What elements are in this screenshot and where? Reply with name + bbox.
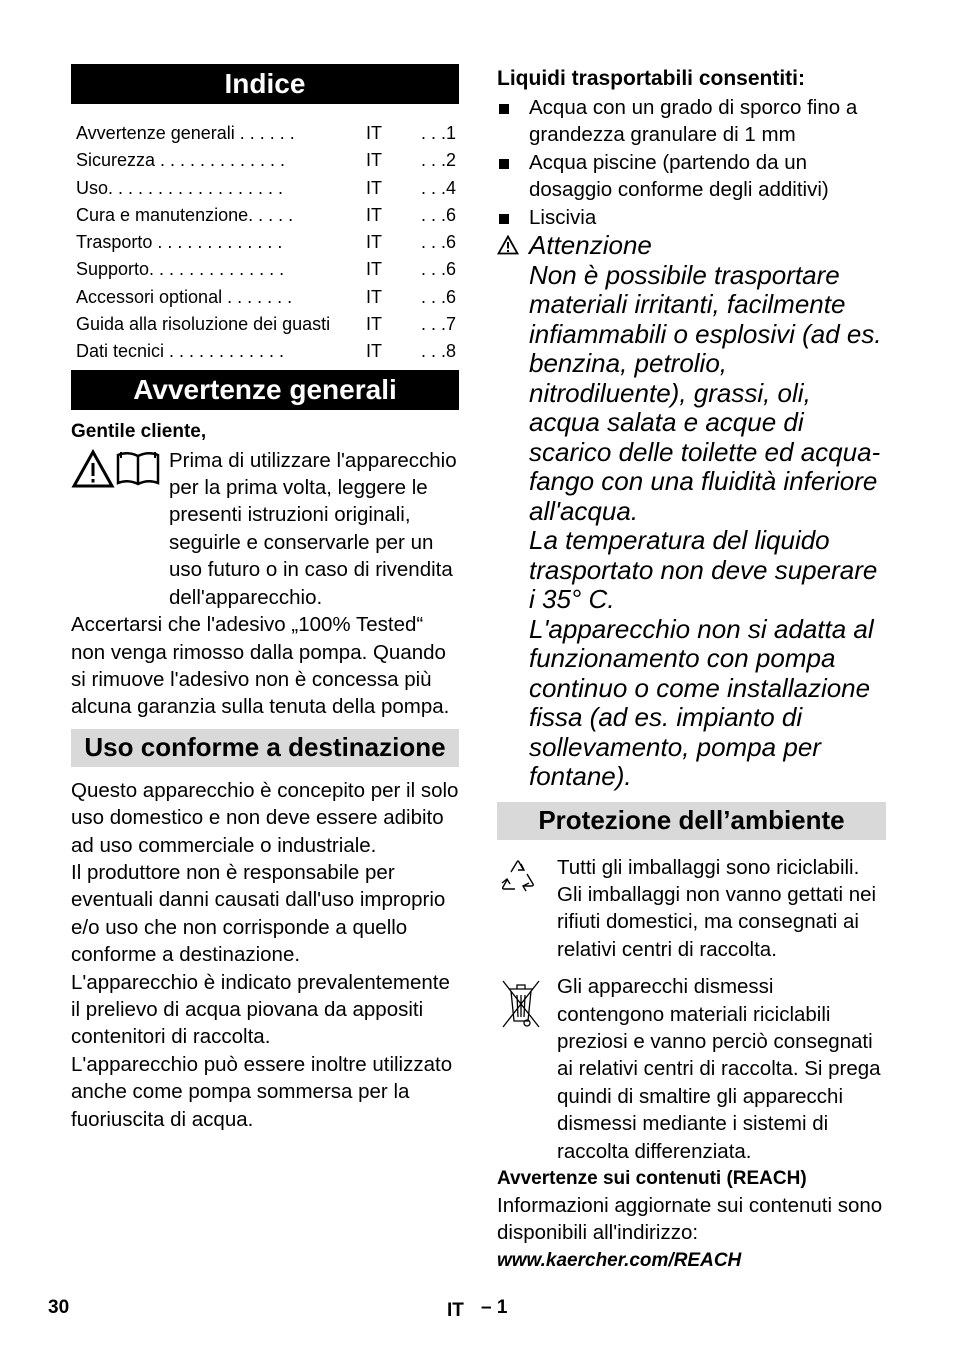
toc-entry-lang: IT [366, 123, 382, 143]
left-column [71, 64, 459, 1133]
notice-text-body: Prima di utilizzare l'apparecchio per la prima volta, leggere le presenti istruzioni originali, seguirle e conservarle per un uso futuro o in caso di rivendita dell'apparecchio. [169, 448, 457, 609]
footer-lang: IT [447, 1300, 464, 1321]
intended-use-text [71, 777, 459, 1133]
toc-entry[interactable] [71, 311, 459, 338]
toc-entry-title: Uso. . . . . . . . . . . . . . . . . . [76, 177, 284, 198]
toc-entry[interactable] [71, 175, 459, 202]
intended-use-p3: L'apparecchio è indicato prevalentemente il prelievo di acqua piovana da appositi contenitori di raccolta. [71, 970, 450, 1049]
reach-heading: Avvertenze sui contenuti (REACH) [497, 1168, 807, 1189]
notice-text [169, 447, 459, 611]
toc-entry-lang: IT [366, 259, 382, 280]
attention-p3: L'apparecchio non si adatta al funzionamento con pompa continuo o come installazione fissa (ad es. impianto di sollevamento, pompa per fontane). [529, 613, 874, 792]
liquids-list [497, 94, 886, 231]
toc-entry-lang: IT [366, 286, 382, 307]
toc-entry-title: Trasporto . . . . . . . . . . . . . [76, 232, 283, 253]
toc-entry[interactable] [71, 147, 459, 174]
toc-entry-page: . . .6 [420, 259, 456, 280]
toc-entry-page: . . .6 [420, 286, 456, 307]
attention-text [529, 231, 886, 792]
recycle-icon-wrap [497, 854, 557, 964]
reach-link[interactable]: www.kaercher.com/REACH [497, 1249, 742, 1271]
page-number: 30 [48, 1297, 70, 1318]
list-item: Acqua piscine (partendo da un dosaggio conforme degli additivi) [497, 149, 886, 204]
toc-entry-page: . . .6 [420, 204, 456, 225]
intended-use-p2: Il produttore non è responsabile per eventuali danni causati dall'uso improprio e/o uso che non corrisponde a quello conforme a destinazione. [71, 860, 446, 967]
recycle-icon [497, 856, 539, 896]
attention-p1: Non è possibile trasportare materiali irritanti, facilmente infiammabili o esplosivi (ad es. benzina, petrolio, nitrodiluente), grassi, oli, acqua salata e acque di scarico delle toilette ed acqua-fango con una fluidità inferiore all'acqua. [529, 259, 882, 526]
toc-entry-title: Cura e manutenzione. . . . . [76, 204, 294, 225]
disposal-note [497, 973, 886, 1165]
toc-entry[interactable] [71, 229, 459, 256]
list-item: Acqua con un grado di sporco fino a grandezza granulare di 1 mm [497, 94, 886, 149]
read-instructions-notice [71, 447, 459, 611]
warning-triangle-icon [71, 449, 115, 489]
packaging-note [497, 854, 886, 964]
warning-triangle-icon [497, 235, 519, 255]
toc-entry-lang: IT [366, 232, 382, 253]
toc-heading: Indice [71, 64, 459, 104]
bin-icon-wrap [497, 973, 557, 1165]
intended-use-p1: Questo apparecchio è concepito per il solo uso domestico e non deve essere adibito ad uso commerciale o industriale. [71, 778, 459, 857]
attention-icon-wrap [497, 231, 529, 792]
toc-entry-lang: IT [366, 150, 382, 171]
toc-entry-lang: IT [366, 204, 382, 225]
toc-entry[interactable] [71, 284, 459, 311]
list-item: Liscivia [497, 204, 886, 231]
table-of-contents [71, 120, 459, 366]
sticker-note: Accertarsi che l'adesivo „100% Tested“ non venga rimosso dalla pompa. Quando si rimuove l'adesivo non è concessa più alcuna garanzia sulla tenuta della pompa. [71, 613, 450, 719]
toc-entry-page: . . .4 [420, 177, 456, 198]
intended-use-heading: Uso conforme a destinazione [71, 729, 459, 767]
reach-text: Informazioni aggiornate sui contenuti sono disponibili all'indirizzo: [497, 1194, 883, 1245]
footer-section-page: – 1 [481, 1297, 508, 1318]
toc-entry-lang: IT [366, 341, 382, 362]
attention-title: Attenzione [529, 230, 652, 261]
environment-heading: Protezione dell’ambiente [497, 802, 886, 840]
intended-use-p4: L'apparecchio può essere inoltre utilizzato anche come pompa sommersa per la fuoriuscita di acqua. [71, 1052, 453, 1131]
toc-entry-title: Accessori optional . . . . . . . [76, 286, 293, 307]
packaging-text: Tutti gli imballaggi sono riciclabili. Gli imballaggi non vanno gettati nei rifiuti domestici, ma consegnati ai relativi centri di raccolta. [557, 855, 877, 961]
manual-book-icon [115, 449, 161, 489]
toc-entry-title: Dati tecnici . . . . . . . . . . . . [76, 341, 285, 362]
toc-entry-lang: IT [366, 177, 382, 198]
toc-entry-title: Avvertenze generali . . . . . . [76, 123, 295, 143]
general-heading: Avvertenze generali [71, 370, 459, 410]
toc-entry-page: . . .6 [420, 232, 456, 253]
toc-entry-title: Supporto. . . . . . . . . . . . . . [76, 259, 285, 280]
toc-entry-page: . . .2 [420, 150, 456, 171]
notice-icons [71, 447, 167, 611]
toc-entry[interactable] [71, 338, 459, 365]
toc-entry-page: . . .1 [420, 123, 456, 143]
toc-entry-page: . . .8 [420, 341, 456, 362]
toc-entry[interactable] [71, 256, 459, 283]
liquids-heading: Liquidi trasportabili consentiti: [497, 67, 806, 90]
toc-entry-title: Guida alla risoluzione dei guasti [76, 314, 331, 335]
toc-entry-page: . . .7 [420, 314, 456, 335]
toc-entry[interactable] [71, 120, 459, 147]
attention-p2: La temperatura del liquido trasportato non deve superare i 35° C. [529, 525, 878, 615]
right-column [497, 64, 886, 1274]
toc-entry-title: Sicurezza . . . . . . . . . . . . . [76, 150, 286, 171]
toc-entry-lang: IT [366, 314, 382, 335]
disposal-text: Gli apparecchi dismessi contengono materiali riciclabili preziosi e vanno perciò consegnati ai relativi centri di raccolta. Si prega quindi di smaltire gli apparecchi dismessi mediante i sistemi di raccolta differenziata. [557, 975, 881, 1163]
toc-entry[interactable] [71, 202, 459, 229]
attention-block [497, 231, 886, 792]
greeting: Gentile cliente, [71, 420, 207, 442]
crossed-bin-icon [497, 975, 545, 1031]
